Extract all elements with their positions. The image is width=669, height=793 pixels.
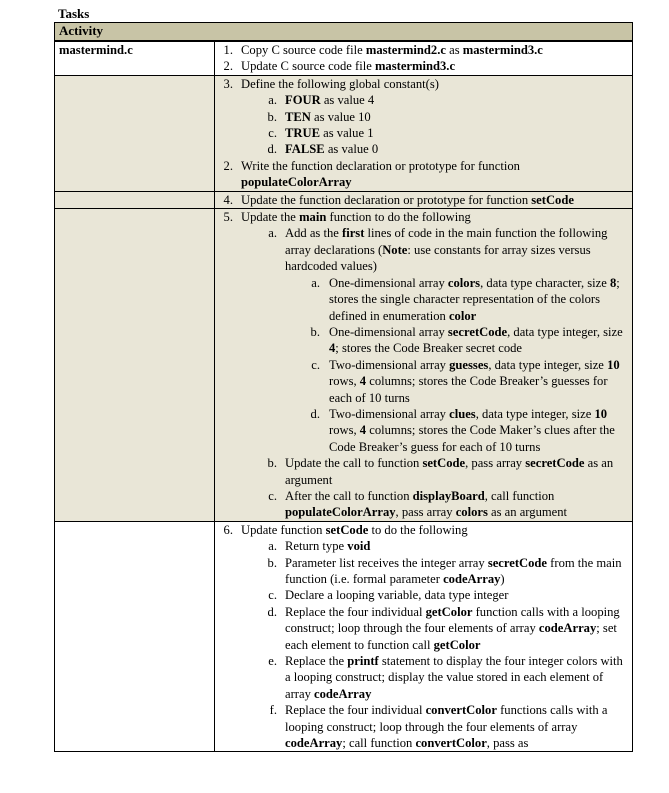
list-item: 1. Copy C source code file mastermind2.c as mastermind3.c bbox=[223, 43, 543, 57]
list-item: b. TEN as value 10 bbox=[267, 109, 371, 124]
list-item: a. Add as the first lines of code in the main function the following array declarations (Note: use constants for array sizes versus hardcoded values) bbox=[268, 226, 608, 274]
list-item: c. TRUE as value 1 bbox=[268, 126, 374, 141]
task-cell bbox=[215, 191, 633, 208]
list-item: 3. Define the following global constant(s) bbox=[223, 76, 439, 91]
activity-header: Activity bbox=[55, 23, 633, 42]
list-item: c. After the call to function displayBoard, call function populateColorArray, pass array colors as an argument bbox=[268, 488, 568, 520]
task-cell bbox=[215, 41, 633, 75]
table-row bbox=[55, 191, 633, 208]
file-label: mastermind.c bbox=[55, 41, 215, 75]
task-cell bbox=[215, 209, 633, 522]
table-row bbox=[55, 521, 633, 752]
list-item: d. Replace the four individual getColor function calls with a looping construct; loop through the four elements of array codeArray; set each element to function call getColor bbox=[267, 604, 620, 652]
list-item: 2. Update C source code file mastermind3.c bbox=[223, 59, 456, 74]
list-item: d. FALSE as value 0 bbox=[267, 142, 379, 157]
list-item: b. Update the call to function setCode, pass array secretCode as an argument bbox=[267, 456, 614, 487]
list-item: b. One-dimensional array secretCode, data type integer, size 4; stores the Code Breaker secret code bbox=[310, 324, 623, 356]
table-row bbox=[55, 41, 633, 75]
list-item: 5. Update the main function to do the following bbox=[223, 210, 471, 225]
empty-cell bbox=[55, 209, 215, 522]
list-item: f. Replace the four individual convertColor functions calls with a looping construct; loop through the four elements of array codeArray; call function convertColor, pass as bbox=[269, 703, 608, 751]
page-title: Tasks bbox=[58, 6, 90, 21]
list-item: e. Replace the printf statement to display the four integer colors with a looping construct; display the value stored in each element of array codeArray bbox=[268, 654, 623, 701]
list-item: b. Parameter list receives the integer array secretCode from the main function (i.e. formal parameter codeArray) bbox=[267, 555, 622, 586]
table-row bbox=[55, 75, 633, 191]
task-cell bbox=[215, 521, 633, 752]
table-row bbox=[55, 209, 633, 522]
task-cell bbox=[215, 75, 633, 191]
list-item: a. One-dimensional array colors, data type character, size 8; stores the single character representation of the colors defined in enumeration color bbox=[311, 275, 620, 323]
list-item: 6. Update function setCode to do the following bbox=[223, 522, 468, 537]
empty-cell bbox=[55, 521, 215, 752]
empty-cell bbox=[55, 191, 215, 208]
tasks-table bbox=[54, 22, 633, 752]
list-item: c. Declare a looping variable, data type integer bbox=[268, 588, 509, 603]
list-item: 2. Write the function declaration or prototype for function populateColorArray bbox=[223, 158, 520, 190]
list-item: d. Two-dimensional array clues, data type integer, size 10 rows, 4 columns; stores the Code Maker’s clues after the Code Breaker’s guess for each of 10 turns bbox=[310, 406, 615, 454]
empty-cell bbox=[55, 75, 215, 191]
list-item: a. Return type void bbox=[268, 539, 371, 554]
list-item: c. Two-dimensional array guesses, data type integer, size 10 rows, 4 columns; stores the Code Breaker’s guesses for each of 10 turns bbox=[311, 357, 620, 405]
list-item: 4. Update the function declaration or prototype for function setCode bbox=[223, 192, 574, 207]
list-item: a. FOUR as value 4 bbox=[268, 93, 375, 108]
